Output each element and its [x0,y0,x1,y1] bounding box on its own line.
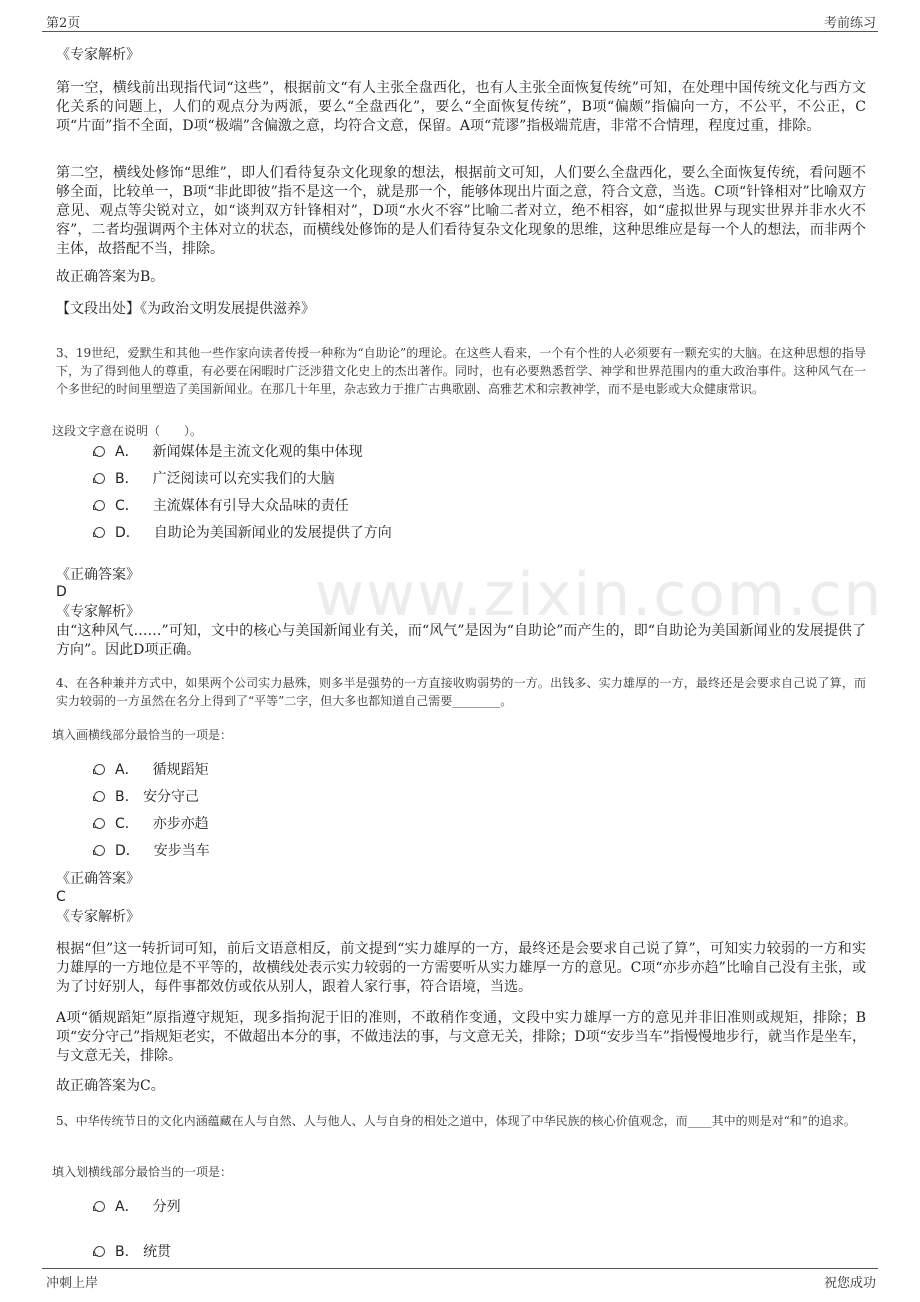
header-divider [42,31,878,32]
q5-prompt: 填入划横线部分最恰当的一项是： [52,1165,233,1179]
q3-option-c[interactable]: C． 主流媒体有引导大众品味的责任 [94,497,349,515]
radio-icon[interactable] [94,473,105,484]
prev-source: 【文段出处】《为政治文明发展提供滋养》 [56,301,315,317]
page-number: 第2页 [46,16,81,31]
footer-left-text: 冲刺上岸 [46,1276,99,1291]
q4-option-b[interactable]: B. 安分守己 [94,788,199,806]
q5-option-a[interactable]: A． 分列 [94,1198,181,1216]
radio-icon[interactable] [94,1246,105,1257]
q4-analysis-p1: 根据“但”这一转折词可知，前后文语意相反，前文提到“实力雄厚的一方，最终还是会要求自己说了算”，可知实力较弱的一方和实力雄厚的一方地位是不平等的，故横线处表示实力较弱的一方需要听从实力雄厚一方的意见。C项“亦步亦趋”比喻自己没有主张，或为了讨好别人，每件事都效仿或依从别人，跟着人家行事，符合语境，当选。 [56,941,866,995]
footer-right-text: 祝您成功 [823,1276,876,1291]
prev-analysis-label: 《专家解析》 [56,47,140,63]
radio-icon[interactable] [94,791,105,802]
q3-option-a[interactable]: A． 新闻媒体是主流文化观的集中体现 [94,443,363,461]
q4-answer-label: 《正确答案》 [56,871,140,887]
q3-analysis-label: 《专家解析》 [56,604,140,620]
watermark: www.zixin.com.cn [315,560,884,630]
q3-analysis: 由“这种风气……”可知，文中的核心与美国新闻业有关，而“风气”是因为“自助论”而产生的，即“自助论为美国新闻业的发展提供了方向”。因此D项正确。 [56,623,866,658]
q5-option-b[interactable]: B. 统贯 [94,1243,171,1261]
radio-icon[interactable] [94,818,105,829]
radio-icon[interactable] [94,446,105,457]
radio-icon[interactable] [94,764,105,775]
prev-analysis-p1: 第一空，横线前出现指代词“这些”，根据前文“有人主张全盘西化，也有人主张全面恢复传统”可知，在处理中国传统文化与西方文化关系的问题上，人们的观点分为两派，要么“全盘西化”，要么“全面恢复传统”，B项“偏颇”指偏向一方，不公平，不公正，C项“片面”指不全面，D项“极端”含偏激之意，均符合文意，保留。A项“荒谬”指极端荒唐，非常不合情理，程度过重，排除。 [56,80,866,134]
radio-icon[interactable] [94,1201,105,1212]
q4-text: 4、在各种兼并方式中，如果两个公司实力悬殊，则多半是强势的一方直接收购弱势的一方。出钱多、实力雄厚的一方，最终还是会要求自己说了算，而实力较弱的一方虽然在名分上得到了“平等”二字，但大多也都知道自己需要________。 [56,676,866,708]
q4-option-c[interactable]: C． 亦步亦趋 [94,815,209,833]
q3-prompt: 这段文字意在说明（ ）。 [52,424,203,438]
radio-icon[interactable] [94,845,105,856]
q4-prompt: 填入画横线部分最恰当的一项是： [52,728,233,742]
header-title: 考前练习 [823,16,876,31]
q5-text: 5、中华传统节日的文化内涵蕴藏在人与自然、人与他人、人与自身的相处之道中，体现了中华民族的核心价值观念，而____其中的则是对“和”的追求。 [56,1114,856,1128]
q3-option-b[interactable]: B． 广泛阅读可以充实我们的大脑 [94,470,335,488]
footer-divider [42,1268,878,1269]
q3-option-d[interactable]: D． 自助论为美国新闻业的发展提供了方向 [94,524,392,542]
q4-answer: C [56,889,66,905]
radio-icon[interactable] [94,500,105,511]
q4-option-a[interactable]: A． 循规蹈矩 [94,761,209,779]
q3-answer: D [56,584,67,600]
q4-conclusion: 故正确答案为C。 [56,1078,165,1094]
q4-analysis-p2: A项“循规蹈矩”原指遵守规矩，现多指拘泥于旧的准则，不敢稍作变通，文段中实力雄厚一方的意见并非旧准则或规矩，排除；B项“安分守己”指规矩老实，不做超出本分的事，不做违法的事，与文意无关，排除；D项“安步当车”指慢慢地步行，就当作是坐车，与文意无关，排除。 [56,1010,866,1064]
q4-analysis-label: 《专家解析》 [56,909,140,925]
page-footer [0,1268,920,1302]
page-header [0,0,920,32]
q3-answer-label: 《正确答案》 [56,567,140,583]
prev-analysis-p2: 第二空，横线处修饰“思维”，即人们看待复杂文化现象的想法，根据前文可知，人们要么全盘西化，要么全面恢复传统，看问题不够全面，比较单一，B项“非此即彼”指不是这一个，就是那一个，能够体现出片面之意，符合文意，当选。C项“针锋相对”比喻双方意见、观点等尖锐对立，如“谈判双方针锋相对”，D项“水火不容”比喻二者对立，绝不相容，如“虚拟世界与现实世界并非水火不容”，二者均强调两个主体对立的状态，而横线处修饰的是人们看待复杂文化现象的思维，这种思维应是每一个人的想法，而非两个主体，故搭配不当，排除。 [56,165,866,257]
prev-conclusion: 故正确答案为B。 [56,269,165,285]
q3-text: 3、19世纪，爱默生和其他一些作家向读者传授一种称为“自助论”的理论。在这些人看来，一个有个性的人必须要有一颗充实的大脑。在这种思想的指导下，为了得到他人的尊重，有必要在闲暇时广泛涉猎文化史上的杰出著作。同时，也有必要熟悉哲学、神学和世界范围内的重大政治事件。这种风气在一个多世纪的时间里塑造了美国新闻业。在那几十年里，杂志致力于推广古典歌剧、高雅艺术和宗教神学，而不是电影或大众健康常识。 [56,346,866,396]
q4-option-d[interactable]: D． 安步当车 [94,842,210,860]
radio-icon[interactable] [94,527,105,538]
